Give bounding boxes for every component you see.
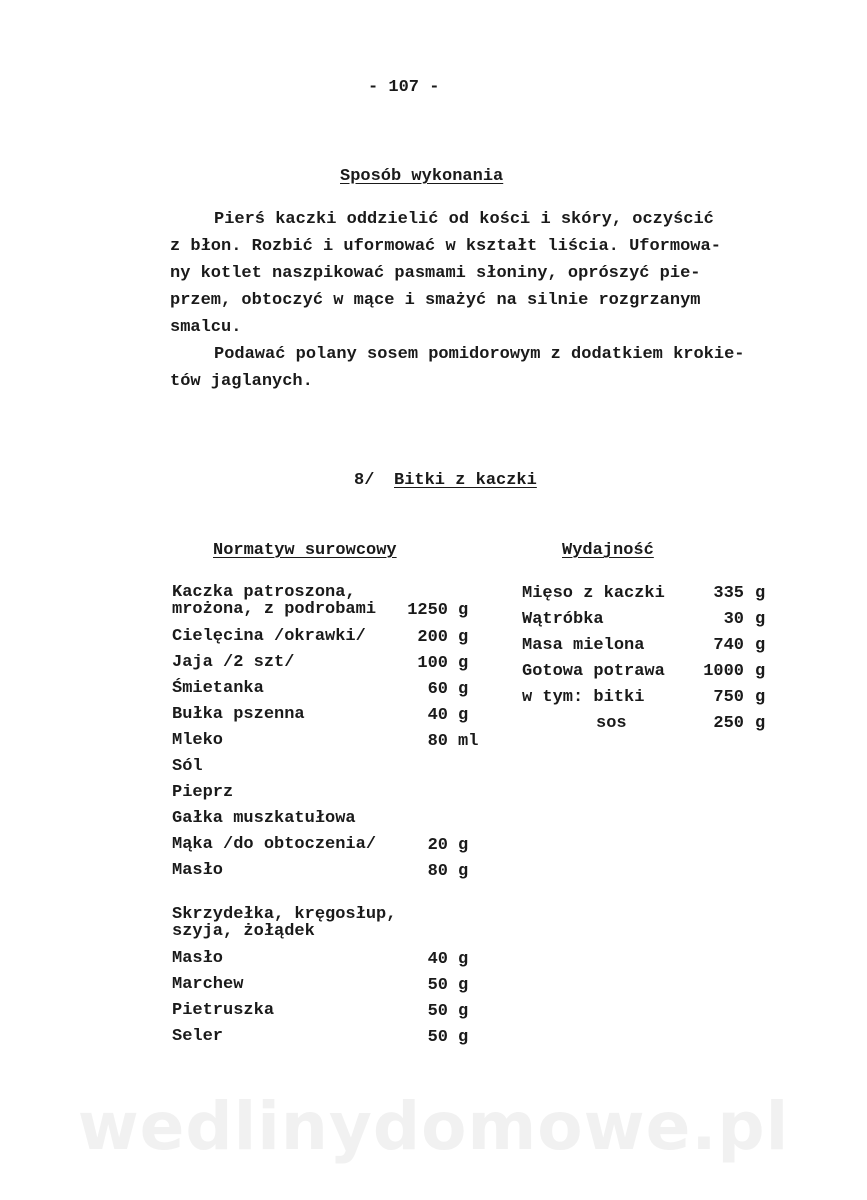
yield-name: Gotowa potrawa xyxy=(522,662,665,681)
method-heading: Sposób wykonania xyxy=(340,167,504,186)
method-line: tów jaglanych. xyxy=(170,372,313,391)
ingredient-name: Jaja /2 szt/ xyxy=(172,653,295,672)
yield-name: Masa mielona xyxy=(522,636,645,655)
ingredient-name: Pieprz xyxy=(172,783,234,802)
ingredient-name: Bułka pszenna xyxy=(172,705,305,724)
yield-unit: g xyxy=(755,584,766,603)
yield-unit: g xyxy=(755,636,766,655)
ingredient-unit: g xyxy=(458,836,469,855)
ingredient-qty: 50 xyxy=(427,1028,448,1047)
recipe-title: Bitki z kaczki xyxy=(394,471,537,490)
ingredient-unit: g xyxy=(458,628,469,647)
ingredient-qty: 50 xyxy=(427,976,448,995)
method-line: Podawać polany sosem pomidorowym z dodatkiem krokie- xyxy=(214,345,745,364)
yield-qty: 30 xyxy=(723,610,744,629)
yield-name: w tym: bitki xyxy=(522,688,645,707)
ingredient-unit: g xyxy=(458,976,469,995)
ingredient-unit: g xyxy=(458,654,469,673)
ingredient-name: Mąka /do obtoczenia/ xyxy=(172,835,377,854)
ingredient-qty: 1250 xyxy=(407,601,448,620)
ingredient-qty: 40 xyxy=(427,950,448,969)
ingredient-unit: g xyxy=(458,1028,469,1047)
ingredient-name: Marchew xyxy=(172,975,244,994)
ingredient-qty: 60 xyxy=(427,680,448,699)
ingredient-qty: 80 xyxy=(427,732,448,751)
ingredient-name: Mleko xyxy=(172,731,224,750)
yield-qty: 750 xyxy=(713,688,744,707)
ingredient-unit: ml xyxy=(458,732,479,751)
method-line: smalcu. xyxy=(170,318,242,337)
ingredient-unit: g xyxy=(458,706,469,725)
ingredient-name: Skrzydełka, kręgosłup, szyja, żołądek xyxy=(172,905,397,941)
ingredient-qty: 20 xyxy=(427,836,448,855)
page-number: - 107 - xyxy=(368,78,440,97)
ingredient-unit: g xyxy=(458,1002,469,1021)
yield-unit: g xyxy=(755,688,766,707)
yield-name: sos xyxy=(596,714,627,733)
method-line: przem, obtoczyć w mące i smażyć na silnie rozgrzanym xyxy=(170,291,701,310)
method-line: Pierś kaczki oddzielić od kości i skóry, oczyścić xyxy=(214,210,714,229)
raw-norm-heading: Normatyw surowcowy xyxy=(213,541,397,560)
yield-unit: g xyxy=(755,610,766,629)
yield-qty: 740 xyxy=(713,636,744,655)
yield-qty: 335 xyxy=(713,584,744,603)
method-line: ny kotlet naszpikować pasmami słoniny, oprószyć pie- xyxy=(170,264,701,283)
ingredient-name: Masło xyxy=(172,861,224,880)
yield-name: Wątróbka xyxy=(522,610,604,629)
method-text xyxy=(170,206,770,395)
ingredient-qty: 80 xyxy=(427,862,448,881)
ingredient-name: Kaczka patroszona, mrożona, z podrobami xyxy=(172,583,377,619)
yield-qty: 1000 xyxy=(703,662,744,681)
ingredient-name: Sól xyxy=(172,757,203,776)
ingredient-unit: g xyxy=(458,862,469,881)
ingredient-qty: 200 xyxy=(417,628,448,647)
ingredient-name: Pietruszka xyxy=(172,1001,275,1020)
ingredient-unit: g xyxy=(458,680,469,699)
method-line: z błon. Rozbić i uformować w kształt liścia. Uformowa- xyxy=(170,237,721,256)
yield-name: Mięso z kaczki xyxy=(522,584,665,603)
recipe-number: 8/ xyxy=(354,471,375,490)
ingredient-name: Cielęcina /okrawki/ xyxy=(172,627,366,646)
yield-unit: g xyxy=(755,662,766,681)
ingredient-name: Gałka muszkatułowa xyxy=(172,809,356,828)
yield-heading: Wydajność xyxy=(562,541,654,560)
yield-unit: g xyxy=(755,714,766,733)
ingredient-name: Śmietanka xyxy=(172,679,264,698)
ingredient-qty: 50 xyxy=(427,1002,448,1021)
ingredient-name: Seler xyxy=(172,1027,224,1046)
watermark: wedlinydomowe.pl xyxy=(77,1088,790,1165)
ingredient-unit: g xyxy=(458,950,469,969)
ingredient-qty: 40 xyxy=(427,706,448,725)
ingredient-unit: g xyxy=(458,601,469,620)
ingredient-name: Masło xyxy=(172,949,224,968)
ingredient-qty: 100 xyxy=(417,654,448,673)
yield-qty: 250 xyxy=(713,714,744,733)
